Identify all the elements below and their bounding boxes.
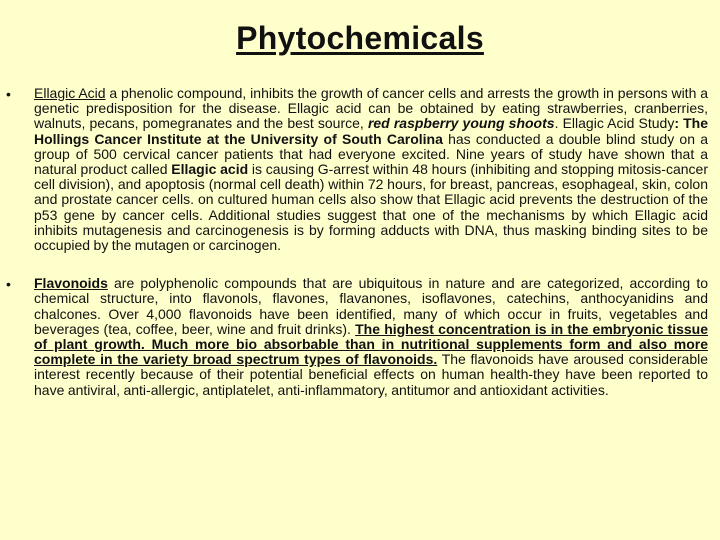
bullet-text <box>34 276 708 398</box>
emphasis-red-raspberry: red raspberry young shoots <box>367 115 555 132</box>
emphasis-highest-concentration: The highest concentration is in the embryonic tissue of plant growth. Much more bio absorbable than in nutritional supplements form and also more complete in the variety broad spectrum types of flavonoids. <box>34 320 708 368</box>
text-run: a phenolic compound, inhibits the growth of cancer cells and arrests the growth in persons with a genetic predisposition for the disease. Ellagic acid can be obtained by eating strawberries, cranberries, walnuts, pecans, pomegranates and the best source, <box>34 85 708 132</box>
bullet-flavonoids <box>0 276 720 398</box>
bullet-marker: • <box>6 86 11 102</box>
bullet-list <box>0 86 720 398</box>
text-run: is causing G-arrest within 48 hours (inhibiting and stopping mitosis-cancer cell division), and apoptosis (normal cell death) within 72 hours, for breast, pancreas, esophageal, skin, colon and prostate cancer cells. on cultured human cells also show that Ellagic acid prevents the destruction of the p53 gene by cancer cells. Additional studies suggest that one of the mechanisms by which Ellagic acid inhibits mutagenesis and carcinogenesis is by forming adducts with DNA, thus masking binding sites to be occupied by the mutagen or carcinogen. <box>34 161 708 254</box>
bullet-marker: • <box>6 276 11 293</box>
text-run: The flavonoids have aroused considerable interest recently because of their potential beneficial effects on human health-they have been reported to have antiviral, anti-allergic, antiplatelet, anti-inflammatory, antitumor and antioxidant activities. <box>34 351 708 398</box>
text-run: are polyphenolic compounds that are ubiquitous in nature and are categorized, according to chemical structure, into flavonols, flavones, flavanones, isoflavones, catechins, anthocyanidins and chalcones. Over 4,000 flavonoids have been identified, many of which occur in fruits, vegetables and beverages (tea, coffee, beer, wine and fruit drinks). <box>34 275 708 337</box>
emphasis-ellagic-acid: Ellagic acid <box>171 161 249 178</box>
term-flavonoids: Flavonoids <box>34 275 108 292</box>
emphasis-hollings-institute: : The Hollings Cancer Institute at the University of South Carolina <box>34 115 709 147</box>
text-run: has conducted a double blind study on a group of 500 cervical cancer patients that had everyone excited. Nine years of study have shown that a natural product called <box>34 130 708 178</box>
text-run: . Ellagic Acid Study <box>554 115 675 132</box>
slide-title: Phytochemicals <box>236 20 484 56</box>
bullet-ellagic-acid <box>0 86 720 253</box>
bullet-text <box>34 86 708 253</box>
term-ellagic-acid: Ellagic Acid <box>34 85 106 101</box>
